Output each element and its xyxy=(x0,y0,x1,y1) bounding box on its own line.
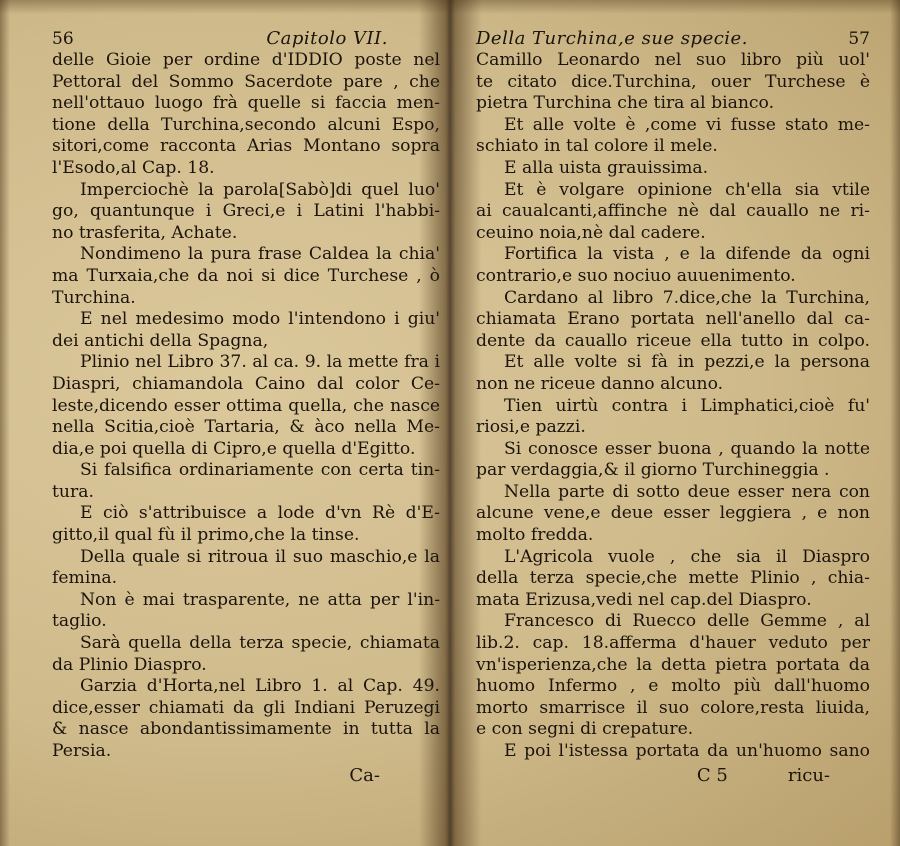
text-line: tione della Turchina,secondo alcuni Espo, xyxy=(52,114,440,135)
text-line: dia,e poi quella di Cipro,e quella d'Egitto. xyxy=(52,438,416,459)
text-line: Si falsifica ordinariamente con certa tin- xyxy=(80,460,440,481)
text-line: mata Erizusa,vedi nel cap.del Diaspro. xyxy=(476,589,812,610)
text-line: alcune vene,e deue esser leggiera , e non xyxy=(476,503,870,524)
right-page xyxy=(452,0,900,846)
text-line: Persia. xyxy=(52,741,112,761)
text-line: riosi,e pazzi. xyxy=(476,417,586,438)
right-page-text xyxy=(476,50,870,763)
text-line: Et alle volte è ,come vi fusse stato me- xyxy=(504,114,870,135)
text-line: Diaspri, chiamandola Caino dal color Ce- xyxy=(52,373,440,394)
text-line: morto smarrisce il suo colore,resta liuida, xyxy=(476,697,870,718)
text-line: dei antichi della Spagna, xyxy=(52,330,269,351)
text-line: contrario,e suo nociuo auuenimento. xyxy=(476,265,796,286)
left-page-header xyxy=(52,28,440,50)
text-line: taglio. xyxy=(52,611,107,632)
text-line: E nel medesimo modo l'intendono i giu' xyxy=(80,309,440,330)
left-page-text xyxy=(52,50,440,763)
text-line: nell'ottauo luogo frà quelle si faccia men- xyxy=(52,93,440,114)
text-line: Garzia d'Horta,nel Libro 1. al Cap. 49. xyxy=(80,676,440,697)
text-line: Si conosce esser buona , quando la notte xyxy=(504,438,870,459)
right-signature-mark: C 5 xyxy=(696,764,728,786)
text-line: nella Scitia,cioè Tartaria, & àco nella Me- xyxy=(52,417,440,438)
text-line: da Plinio Diaspro. xyxy=(52,654,207,675)
text-line: L'Agricola vuole , che sia il Diaspro xyxy=(504,546,870,567)
text-line: l'Esodo,al Cap. 18. xyxy=(52,157,215,178)
text-line: E alla uista grauissima. xyxy=(504,157,709,178)
text-line: femina. xyxy=(52,568,118,589)
text-line: pietra Turchina che tira al bianco. xyxy=(476,93,775,114)
text-line: delle Gioie per ordine d'IDDIO poste nel xyxy=(52,50,440,70)
text-line: Tien uirtù contra i Limphatici,cioè fu' xyxy=(504,395,870,416)
text-line: dice,esser chiamati da gli Indiani Peruzegi xyxy=(52,697,440,718)
right-running-head: Della Turchina,e sue specie. xyxy=(476,28,748,49)
text-line: chiamata Erano portata nell'anello dal ca- xyxy=(476,309,870,330)
text-line: E poi l'istessa portata da un'huomo sano xyxy=(504,741,870,761)
text-line: e con segni di crepature. xyxy=(476,719,694,740)
text-line: tura. xyxy=(52,481,94,502)
text-line: Francesco di Ruecco delle Gemme , al xyxy=(504,611,870,632)
right-page-footer xyxy=(476,765,870,789)
text-line: huomo Infermo , e molto più dall'huomo xyxy=(476,676,870,697)
left-running-head: Capitolo VII. xyxy=(266,28,388,49)
text-line: Turchina. xyxy=(52,287,136,308)
text-line: no trasferita, Achate. xyxy=(52,222,238,243)
text-line: go, quantunque i Greci,e i Latini l'habbi- xyxy=(52,201,440,222)
text-line: ai caualcanti,affinche nè dal cauallo ne ri- xyxy=(476,201,870,222)
left-catchword: Ca- xyxy=(349,764,380,786)
right-page-number: 57 xyxy=(848,29,870,49)
text-line: par verdaggia,& il giorno Turchineggia . xyxy=(476,460,830,481)
text-line: Imperciochè la parola[Sabò]di quel luo' xyxy=(80,179,440,200)
text-line: & nasce abondantissimamente in tutta la xyxy=(52,719,440,740)
left-page-footer xyxy=(52,765,440,789)
left-page-number: 56 xyxy=(52,29,74,49)
text-line: Pettoral del Sommo Sacerdote pare , che xyxy=(52,71,440,92)
text-line: Sarà quella della terza specie, chiamata xyxy=(80,633,440,654)
text-line: della terza specie,che mette Plinio , chia- xyxy=(476,568,870,589)
text-line: ma Turxaia,che da noi si dice Turchese , ò xyxy=(52,265,440,286)
text-line: Plinio nel Libro 37. al ca. 9. la mette fra i xyxy=(80,352,440,373)
text-line: gitto,il qual fù il primo,che la tinse. xyxy=(52,525,360,546)
text-line: molto fredda. xyxy=(476,525,594,546)
text-line: Della quale si ritroua il suo maschio,e la xyxy=(80,546,440,567)
text-line: Non è mai trasparente, ne atta per l'in- xyxy=(80,589,440,610)
text-line: Camillo Leonardo nel suo libro più uol' xyxy=(476,50,870,70)
right-page-header xyxy=(476,28,870,50)
text-line: dente da cauallo riceue ella tutto in colpo. xyxy=(476,330,870,351)
text-line: non ne riceue danno alcuno. xyxy=(476,373,724,394)
text-line: Fortifica la vista , e la difende da ogni xyxy=(504,244,870,265)
text-line: E ciò s'attribuisce a lode d'vn Rè d'E- xyxy=(80,503,440,524)
text-line: Nondimeno la pura frase Caldea la chia' xyxy=(80,244,440,265)
right-catchword: ricu- xyxy=(787,764,830,786)
text-line: ceuino noia,nè dal cadere. xyxy=(476,222,706,243)
text-line: te citato dice.Turchina, ouer Turchese è xyxy=(476,71,870,92)
text-line: lib.2. cap. 18.afferma d'hauer veduto per xyxy=(476,633,870,654)
text-line: Nella parte di sotto deue esser nera con xyxy=(504,481,870,502)
text-line: vn'isperienza,che la detta pietra portata da xyxy=(476,654,870,675)
text-line: schiato in tal colore il mele. xyxy=(476,136,718,157)
text-line: Et è volgare opinione ch'ella sia vtile xyxy=(504,179,870,200)
text-line: Cardano al libro 7.dice,che la Turchina, xyxy=(504,287,870,308)
text-line: sitori,come racconta Arias Montano sopra xyxy=(52,136,440,157)
text-line: Et alle volte si fà in pezzi,e la persona xyxy=(504,352,870,373)
text-line: leste,dicendo esser ottima quella, che nasce xyxy=(52,395,440,416)
